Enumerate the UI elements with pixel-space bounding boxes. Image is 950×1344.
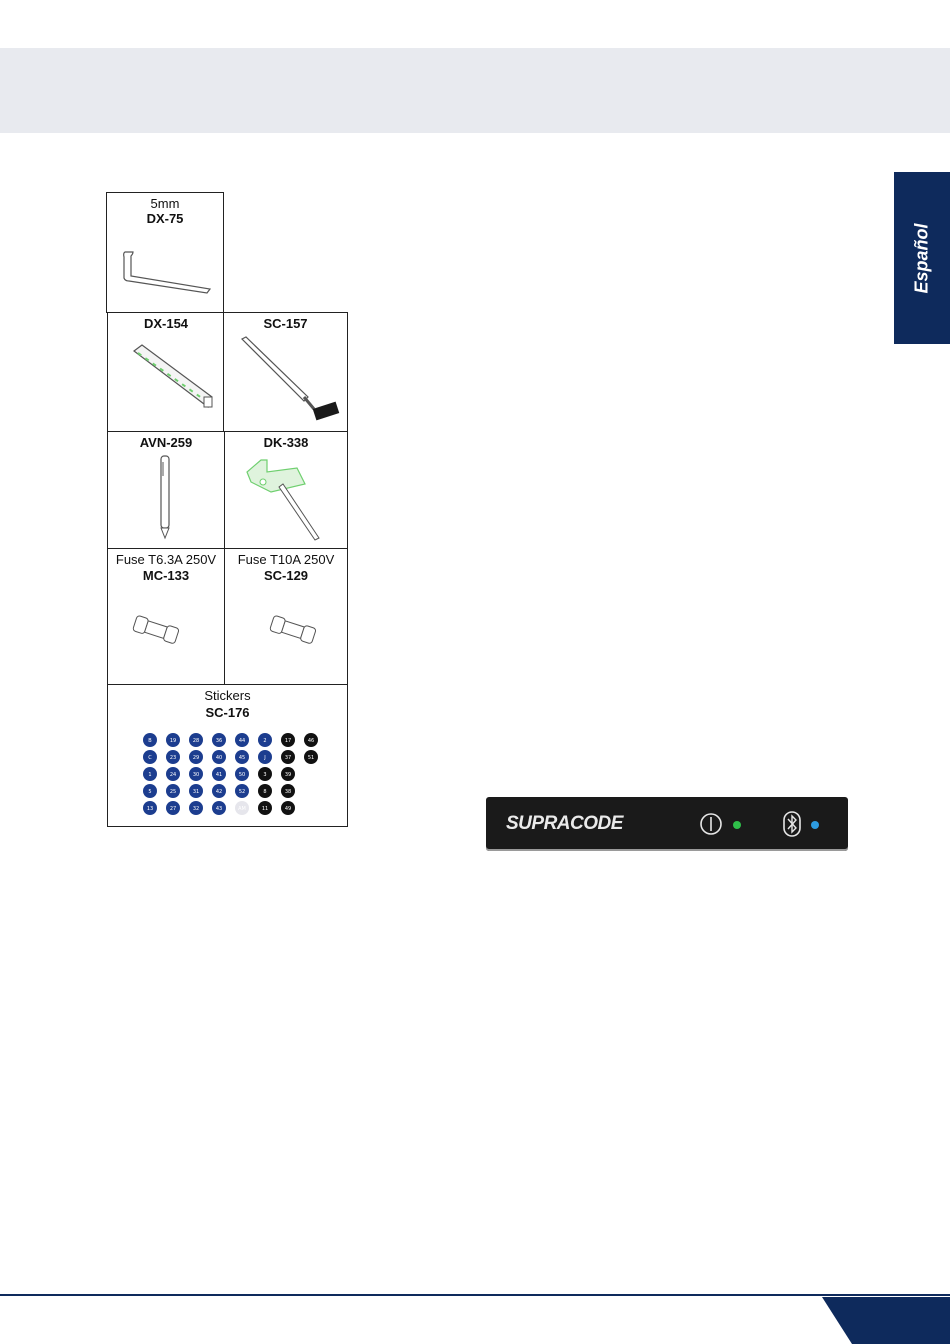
sticker [235,767,249,781]
sticker-label: 8 [263,789,267,795]
sticker [212,784,226,798]
sticker [166,784,180,798]
sticker-label: 19 [169,738,177,744]
sticker [212,750,226,764]
sticker-label: 11 [261,806,269,812]
sticker-label: 23 [169,755,177,761]
stickers-sheet-icon [108,685,349,828]
accessory-spec: Fuse T10A 250V [237,552,335,567]
sticker-label: 39 [284,772,292,778]
sticker [235,750,249,764]
sticker [281,784,295,798]
sticker-label: 24 [169,772,177,778]
sticker [304,750,318,764]
accessory-code: SC-129 [263,568,309,583]
sticker-label: 32 [192,806,200,812]
brand-logo: SUPRACODE [506,813,623,834]
sticker-label: 17 [284,738,292,744]
sticker [258,733,272,747]
accessory-spec: Fuse T6.3A 250V [115,552,217,567]
sticker [143,750,157,764]
sticker [235,784,249,798]
sticker-label: 28 [192,738,200,744]
sticker-label: 5 [148,789,152,795]
panel-indicators [486,797,848,851]
sticker-label: 52 [238,789,246,795]
accessory-wrench [107,312,225,433]
accessory-hex-key [106,192,224,313]
sticker [143,767,157,781]
sticker-label: 27 [169,806,177,812]
sticker-label: 50 [238,772,246,778]
sticker [258,801,272,815]
sticker-label: 45 [238,755,246,761]
sticker [212,767,226,781]
sticker-label: 42 [215,789,223,795]
hex-key-icon [107,193,225,314]
accessory-size: 5mm [150,196,180,211]
accessory-code: AVN-259 [139,435,193,450]
key-icon [225,432,349,551]
accessory-code: MC-133 [142,568,190,583]
sticker [304,733,318,747]
sticker-label: 49 [284,806,292,812]
sticker [281,750,295,764]
accessory-screwdriver [223,312,348,433]
sticker-label: 44 [238,738,246,744]
sticker [143,801,157,815]
bluetooth-indicator-led [811,821,819,829]
header-band [0,48,950,133]
sticker [189,784,203,798]
sticker [281,767,295,781]
sticker-label: 30 [192,772,200,778]
accessory-fuse-large [224,548,348,686]
sticker [166,733,180,747]
sticker [235,801,249,815]
sticker-label: J [264,755,266,761]
sticker-label: 36 [215,738,223,744]
sticker-label: 38 [284,789,292,795]
sticker [258,784,272,798]
pen-icon [108,432,226,551]
bluetooth-icon [784,812,800,836]
sticker-label: 40 [215,755,223,761]
power-indicator-led [733,821,741,829]
sticker-label: 29 [192,755,200,761]
accessory-code: DX-75 [146,211,184,226]
accessory-key [224,431,348,550]
sticker-label: B [148,738,152,744]
supracode-panel [486,797,848,851]
sticker [166,801,180,815]
sticker [189,733,203,747]
sticker-label: AM [238,806,246,812]
sticker [281,733,295,747]
sticker-label: 41 [215,772,223,778]
sticker [212,733,226,747]
sticker [235,733,249,747]
sticker [166,750,180,764]
accessory-code: SC-176 [205,705,250,720]
sticker-label: 51 [307,755,315,761]
sticker [189,801,203,815]
accessory-fuse-small [107,548,225,686]
sticker [281,801,295,815]
sticker-label: 2 [263,738,267,744]
accessory-code: SC-157 [263,316,308,331]
sticker [166,767,180,781]
sticker-label: C [148,755,152,761]
sticker [189,750,203,764]
sticker [143,784,157,798]
sticker [258,767,272,781]
sticker-label: 37 [284,755,292,761]
sticker-label: 1 [148,772,152,778]
sticker-label: 46 [307,738,315,744]
sticker-label: 3 [263,772,267,778]
sticker [189,767,203,781]
sticker [212,801,226,815]
power-icon [701,814,721,834]
sticker-label: 31 [192,789,200,795]
sticker-label: 43 [215,806,223,812]
language-tab-label: Español [911,222,932,294]
fuse-icon [108,549,226,687]
fuse-icon [225,549,349,687]
sticker [143,733,157,747]
language-tab[interactable] [894,172,950,344]
accessory-pen [107,431,225,550]
wrench-icon [108,313,226,434]
sticker [258,750,272,764]
accessory-code: DK-338 [263,435,309,450]
accessory-stickers [107,684,348,827]
sticker-label: 25 [169,789,177,795]
sticker-label: 13 [146,806,154,812]
screwdriver-icon [224,313,349,434]
accessory-code: DX-154 [143,316,189,331]
accessory-label: Stickers [204,688,251,703]
footer-divider [0,1294,950,1296]
